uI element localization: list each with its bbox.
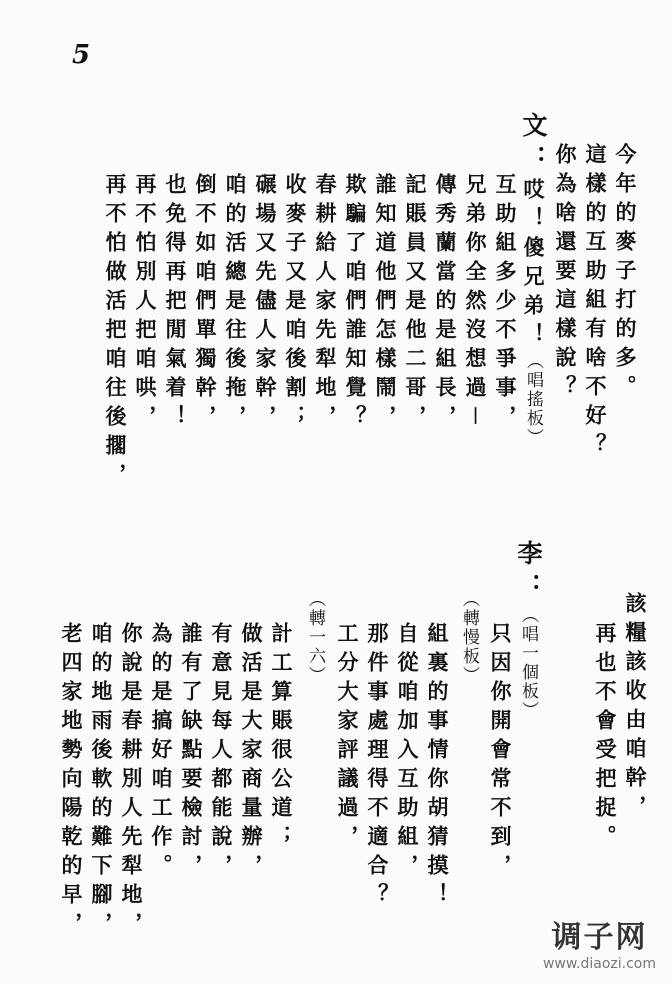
verse-line: 老四家地勢向陽乾的早， [59, 622, 84, 941]
page-number: 5 [72, 40, 91, 70]
verse-line: 互助組多少不爭事， [493, 173, 518, 434]
stage-note: （唱一個板） [518, 606, 538, 720]
verse-line: 你說是春耕別人先犁地， [119, 622, 144, 941]
speaker-line [520, 112, 546, 447]
verse-line: 傳秀蘭當的是組長， [433, 173, 458, 434]
verse-line: 你為啥還要這樣說？ [553, 143, 578, 404]
speaker-label: 李： [514, 540, 543, 606]
verse-line: 這樣的互助組有啥不好？ [583, 143, 608, 462]
verse-line: 該糧該收由咱幹， [623, 592, 648, 824]
verse-line: 收麥子又是咱後割； [283, 173, 308, 434]
stage-note: （唱搖板） [523, 352, 543, 447]
stage-note: （轉一六） [305, 590, 325, 685]
speaker-line [515, 540, 541, 720]
verse-line: 只因你開會常不到， [488, 622, 513, 883]
verse-line: 春耕給人家先犁地， [313, 173, 338, 434]
verse-line: 再不怕別人把咱哄， [133, 173, 158, 434]
verse-line: 兄弟你全然沒想過－ [463, 173, 488, 434]
verse-line: 誰知道他們怎樣鬧， [373, 173, 398, 434]
verse-line: 那件事處理得不適合？ [365, 622, 390, 912]
verse-line: 咱的活總是往後拖， [223, 173, 248, 434]
verse-line: 再也不會受把捉。 [593, 622, 618, 854]
verse-line: 為的是搞好咱工作。 [149, 622, 174, 883]
verse-line: 計工算賬很公道； [269, 622, 294, 854]
verse-line: 碾場又先儘人家幹， [253, 173, 278, 434]
verse-line: 自從咱加入互助組， [395, 622, 420, 883]
speaker-label: 文： [519, 112, 548, 178]
verse-line: 有意見每人都能說， [209, 622, 234, 883]
verse-line: 也免得再把閒氣着！ [163, 173, 188, 434]
verse-line: 工分大家評議過， [335, 622, 360, 854]
stage-note: （轉慢板） [459, 590, 479, 685]
verse-text: 哎！傻兄弟！ [521, 178, 546, 352]
verse-line: 今年的麥子打的多。 [613, 143, 638, 404]
verse-line: 倒不如咱們單獨幹， [193, 173, 218, 434]
verse-line: 記賬員又是他二哥， [403, 173, 428, 434]
verse-line: 做活是大家商量辦， [239, 622, 264, 883]
verse-line: 欺騙了咱們誰知覺？ [343, 173, 368, 434]
verse-line: 組裏的事情你胡猜摸！ [425, 622, 450, 912]
verse-line: 誰有了缺點要檢討， [179, 622, 204, 883]
verse-line: 咱的地雨後軟的難下腳， [89, 622, 114, 941]
watermark-url: www.diaozi.com [542, 956, 656, 972]
verse-line: 再不怕做活把咱往後擱， [103, 173, 128, 492]
watermark-name: 调子网 [551, 920, 648, 955]
watermark [543, 912, 656, 972]
